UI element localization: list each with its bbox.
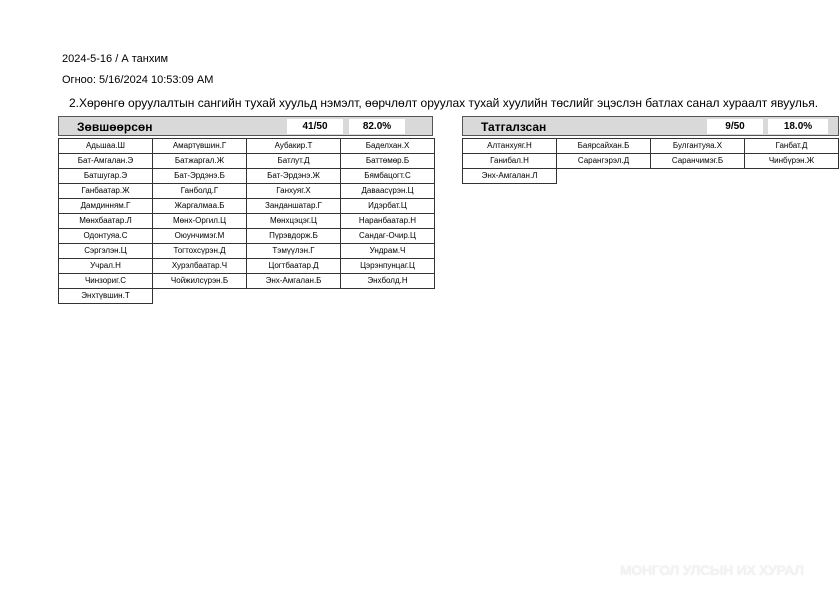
approve-member-cell: Оюунчимэг.М xyxy=(152,228,247,244)
reject-member-cell: Булгантуяа.Х xyxy=(650,138,745,154)
approve-member-cell: Аубакир.Т xyxy=(246,138,341,154)
reject-member-cell: Чинбүрэн.Ж xyxy=(744,153,839,169)
reject-members-grid xyxy=(462,138,839,183)
approve-member-cell: Ганбаатар.Ж xyxy=(58,183,153,199)
reject-member-cell: Ганбат.Д xyxy=(744,138,839,154)
approve-member-cell: Занданшатар.Г xyxy=(246,198,341,214)
approve-member-cell: Учрал.Н xyxy=(58,258,153,274)
approve-member-cell: Бат-Эрдэнэ.Ж xyxy=(246,168,341,184)
approve-percent: 82.0% xyxy=(349,119,405,134)
reject-member-cell: Ганибал.Н xyxy=(462,153,557,169)
reject-count: 9/50 xyxy=(707,119,763,134)
approve-member-cell: Ганхуяг.Х xyxy=(246,183,341,199)
approve-panel xyxy=(58,116,433,303)
vote-timestamp: Огноо: 5/16/2024 10:53:09 AM xyxy=(62,74,214,86)
session-date-hall: 2024-5-16 / А танхим xyxy=(62,53,169,65)
reject-panel xyxy=(462,116,839,183)
reject-percent: 18.0% xyxy=(768,119,828,134)
motion-title: 2.Хөрөнгө оруулалтын сангийн тухай хуульд нэмэлт, өөрчлөлт оруулах тухай хуулийн төслийг эцэслэн батлах санал хураалт явуулья. xyxy=(69,96,819,110)
reject-member-cell: Саранчимэг.Б xyxy=(650,153,745,169)
approve-member-cell: Ганболд.Г xyxy=(152,183,247,199)
approve-member-cell: Бат-Эрдэнэ.Б xyxy=(152,168,247,184)
approve-member-cell: Цогтбаатар.Д xyxy=(246,258,341,274)
parliament-watermark: МОНГОЛ УЛСЫН ИХ ХУРАЛ xyxy=(620,562,804,578)
approve-member-cell: Наранбаатар.Н xyxy=(340,213,435,229)
approve-member-cell: Цэрэнпунцаг.Ц xyxy=(340,258,435,274)
approve-member-cell: Жаргалмаа.Б xyxy=(152,198,247,214)
approve-member-cell: Тэмүүлэн.Г xyxy=(246,243,341,259)
approve-member-cell: Тогтохсүрэн.Д xyxy=(152,243,247,259)
approve-header xyxy=(58,116,433,136)
approve-member-cell: Амартүвшин.Г xyxy=(152,138,247,154)
reject-title: Татгалзсан xyxy=(481,120,547,134)
approve-member-cell: Мөнхбаатар.Л xyxy=(58,213,153,229)
reject-member-cell: Алтанхуяг.Н xyxy=(462,138,557,154)
approve-member-cell: Дамдинням.Г xyxy=(58,198,153,214)
approve-count: 41/50 xyxy=(287,119,343,134)
approve-member-cell: Чойжилсүрэн.Б xyxy=(152,273,247,289)
approve-member-cell: Чинзориг.С xyxy=(58,273,153,289)
approve-members-grid xyxy=(58,138,433,303)
approve-member-cell: Мөнх-Оргил.Ц xyxy=(152,213,247,229)
approve-title: Зөвшөөрсөн xyxy=(77,120,153,134)
approve-member-cell: Адьшаа.Ш xyxy=(58,138,153,154)
approve-member-cell: Сандаг-Очир.Ц xyxy=(340,228,435,244)
approve-member-cell: Идэрбат.Ц xyxy=(340,198,435,214)
approve-member-cell: Энхболд.Н xyxy=(340,273,435,289)
approve-member-cell: Бат-Амгалан.Э xyxy=(58,153,153,169)
approve-member-cell: Бямбацогт.С xyxy=(340,168,435,184)
reject-header xyxy=(462,116,839,136)
approve-member-cell: Пүрэвдорж.Б xyxy=(246,228,341,244)
reject-member-cell: Энх-Амгалан.Л xyxy=(462,168,557,184)
approve-member-cell: Батлут.Д xyxy=(246,153,341,169)
approve-member-cell: Баттөмөр.Б xyxy=(340,153,435,169)
approve-member-cell: Мөнхцэцэг.Ц xyxy=(246,213,341,229)
reject-member-cell: Сарангэрэл.Д xyxy=(556,153,651,169)
approve-member-cell: Энх-Амгалан.Б xyxy=(246,273,341,289)
approve-member-cell: Батжаргал.Ж xyxy=(152,153,247,169)
approve-member-cell: Батшугар.Э xyxy=(58,168,153,184)
approve-member-cell: Сэргэлэн.Ц xyxy=(58,243,153,259)
approve-member-cell: Баделхан.Х xyxy=(340,138,435,154)
approve-member-cell: Энхтүвшин.Т xyxy=(58,288,153,304)
approve-member-cell: Ундрам.Ч xyxy=(340,243,435,259)
approve-member-cell: Одонтуяа.С xyxy=(58,228,153,244)
approve-member-cell: Даваасүрэн.Ц xyxy=(340,183,435,199)
approve-member-cell: Хурэлбаатар.Ч xyxy=(152,258,247,274)
reject-member-cell: Баярсайхан.Б xyxy=(556,138,651,154)
